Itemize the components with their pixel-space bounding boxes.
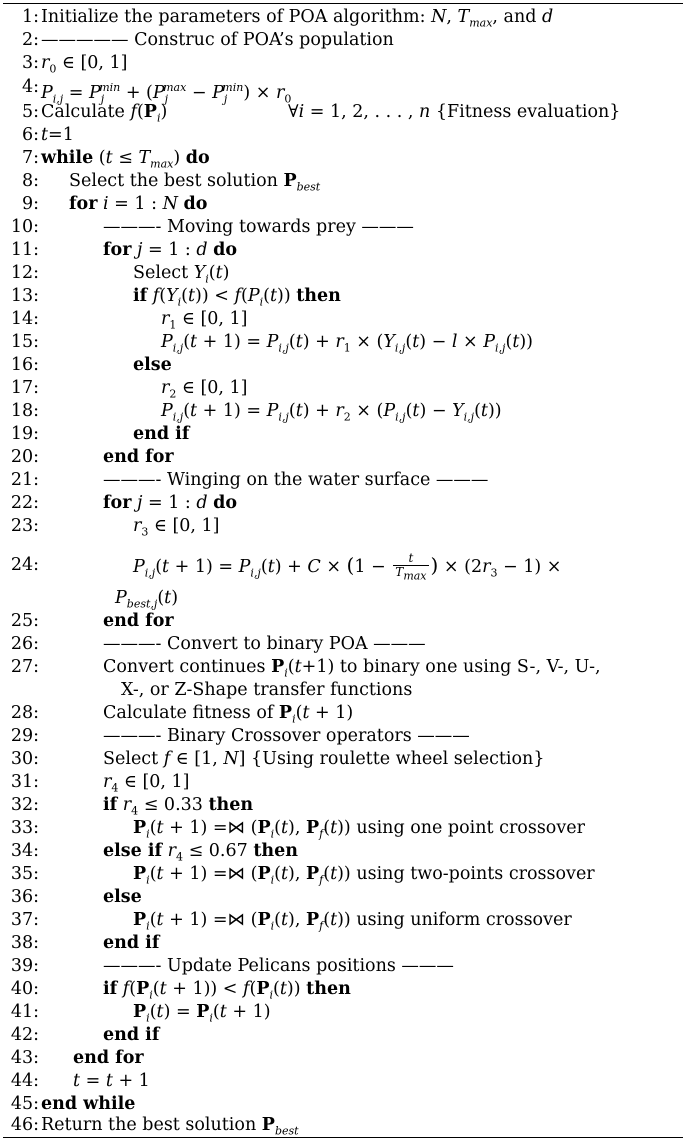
line-number: 46: xyxy=(10,1115,39,1135)
algorithm-line xyxy=(3,52,683,75)
line-code: end if xyxy=(103,933,160,953)
line-code: $r_2$ ∈ [0, 1] xyxy=(161,378,248,401)
line-code: for j = 1 : d do xyxy=(103,240,238,260)
algorithm-line xyxy=(3,817,683,840)
line-number: 14: xyxy=(10,309,39,329)
line-code: Return the best solution $P_{best}$ xyxy=(41,1115,299,1138)
line-code: Select $Y_i(t)$ xyxy=(133,263,230,286)
algorithm-line xyxy=(3,1001,683,1024)
line-number: 12: xyxy=(10,263,39,283)
line-code: else xyxy=(133,355,172,375)
line-number: 23: xyxy=(10,516,39,536)
line-number: 21: xyxy=(10,470,39,490)
algorithm-line xyxy=(3,170,683,193)
line-number: 24: xyxy=(10,555,39,575)
line-number: 34: xyxy=(10,841,39,861)
line-code-comment: ∀i = 1, 2, . . . , n {Fitness evaluation} xyxy=(288,102,621,122)
algorithm-line xyxy=(3,216,683,239)
algorithm-line xyxy=(3,308,683,331)
line-number: 27: xyxy=(10,657,39,677)
line-number: 16: xyxy=(10,355,39,375)
algorithm-line xyxy=(3,1024,683,1047)
line-number: 25: xyxy=(10,611,39,631)
algorithm-line xyxy=(3,978,683,1001)
line-number: 3: xyxy=(21,53,39,73)
algorithm-line xyxy=(3,1070,683,1093)
line-code: if $f(Y_i(t)) < f(P_i(t))$ then xyxy=(133,286,341,309)
algorithm-line xyxy=(3,354,683,377)
line-code: end while xyxy=(41,1094,136,1114)
line-number: 4: xyxy=(21,77,39,97)
algorithm-line xyxy=(3,725,683,748)
line-code: $P_i(t) = P_i(t + 1)$ xyxy=(133,1002,271,1025)
algorithm-line xyxy=(3,492,683,515)
algorithm-line xyxy=(3,633,683,656)
algorithm-line xyxy=(3,469,683,492)
line-number: 9: xyxy=(21,194,39,214)
line-number: 30: xyxy=(10,749,39,769)
line-code: Select f ∈ [1, N] {Using roulette wheel selection} xyxy=(103,749,545,769)
line-number: 17: xyxy=(10,378,39,398)
algorithm-line xyxy=(3,610,683,633)
line-code: t=1 xyxy=(41,125,74,145)
algorithm-line xyxy=(3,886,683,909)
algorithm-line xyxy=(3,794,683,817)
line-number: 5: xyxy=(21,102,39,122)
algorithm-line xyxy=(3,29,683,52)
line-code: $P_i(t + 1)$ =⋈ ($P_i(t)$, $P_f(t)$) using uniform crossover xyxy=(133,910,572,933)
line-code: $r_0$ ∈ [0, 1] xyxy=(41,53,128,76)
line-code: if $f(P_i(t + 1)) < f(P_i(t))$ then xyxy=(103,979,351,1002)
algorithm-line xyxy=(3,840,683,863)
line-code: t = t + 1 xyxy=(73,1071,150,1091)
line-number: 36: xyxy=(10,887,39,907)
line-number: 7: xyxy=(21,148,39,168)
line-code: X-, or Z-Shape transfer functions xyxy=(121,680,413,700)
line-number: 29: xyxy=(10,726,39,746)
line-code: $P_{i,j}(t + 1) = P_{i,j}(t) + r_2 \times (P_{i,j}(t) - Y_{i,j}(t))$ xyxy=(161,401,502,424)
line-code: end if xyxy=(133,424,190,444)
line-number: 44: xyxy=(10,1071,39,1091)
line-code: ————— Construc of POA’s population xyxy=(41,30,394,50)
line-number: 22: xyxy=(10,493,39,513)
line-number: 15: xyxy=(10,332,39,352)
line-code: $r_3$ ∈ [0, 1] xyxy=(133,516,220,539)
line-code: while $(t \le T_{max})$ do xyxy=(41,148,210,171)
line-number: 40: xyxy=(10,979,39,999)
line-code: if $r_4 \le 0.33$ then xyxy=(103,795,254,818)
line-number: 26: xyxy=(10,634,39,654)
algorithm-line xyxy=(3,702,683,725)
algorithm-line xyxy=(3,239,683,262)
algorithm-line xyxy=(3,1114,683,1137)
algorithm-line xyxy=(3,446,683,469)
line-code: Initialize the parameters of POA algorithm: N, $T_{max}$, and d xyxy=(41,7,554,30)
line-code: ———- Moving towards prey ——— xyxy=(103,217,414,237)
line-code: $r_4$ ∈ [0, 1] xyxy=(103,772,190,795)
algorithm-line xyxy=(3,377,683,400)
algorithm-line xyxy=(3,331,683,354)
line-code: $P_i(t + 1)$ =⋈ ($P_i(t)$, $P_f(t)$) using one point crossover xyxy=(133,818,585,841)
line-number: 35: xyxy=(10,864,39,884)
line-code: end if xyxy=(103,1025,160,1045)
line-number: 18: xyxy=(10,401,39,421)
line-code: end for xyxy=(103,447,174,467)
line-number: 43: xyxy=(10,1048,39,1068)
line-number: 32: xyxy=(10,795,39,815)
line-code: ———- Convert to binary POA ——— xyxy=(103,634,426,654)
algorithm-line xyxy=(3,932,683,955)
line-number: 11: xyxy=(10,240,39,260)
line-code: $P_{i,j}(t + 1) = P_{i,j}(t) + C \times (1$ − $\frac{t}{T_{max}}$ ) × $(2r_3 - 1)$ × xyxy=(133,551,562,583)
line-number: 38: xyxy=(10,933,39,953)
line-code: else if $r_4 \le 0.67$ then xyxy=(103,841,298,864)
line-number: 41: xyxy=(10,1002,39,1022)
line-code: $P_{best,j}(t)$ xyxy=(115,588,179,611)
line-code: Calculate $f(P_i)$ xyxy=(41,102,168,125)
line-number: 1: xyxy=(21,7,39,27)
line-number: 13: xyxy=(10,286,39,306)
line-number: 20: xyxy=(10,447,39,467)
line-number: 8: xyxy=(21,171,39,191)
line-number: 2: xyxy=(21,30,39,50)
algorithm-line xyxy=(3,285,683,308)
line-code: end for xyxy=(103,611,174,631)
algorithm-box xyxy=(3,3,683,1138)
line-number: 19: xyxy=(10,424,39,444)
line-number: 6: xyxy=(21,125,39,145)
line-number: 28: xyxy=(10,703,39,723)
line-number: 45: xyxy=(10,1094,39,1114)
line-number: 31: xyxy=(10,772,39,792)
algorithm-line xyxy=(3,400,683,423)
algorithm-line xyxy=(3,547,683,583)
algorithm-line xyxy=(3,656,683,679)
line-code: Convert continues $P_i(t+1)$ to binary one using S-, V-, U-, xyxy=(103,657,601,680)
line-code: for i = 1 : N do xyxy=(69,194,208,214)
algorithm-line xyxy=(3,748,683,771)
algorithm-line xyxy=(3,515,683,538)
algorithm-line xyxy=(3,6,683,29)
algorithm-line-continuation xyxy=(3,679,683,702)
line-code: $P_{i,j}(t + 1) = P_{i,j}(t) + r_1 \times (Y_{i,j}(t) - l \times P_{i,j}(t))$ xyxy=(161,332,534,355)
line-code: ———- Update Pelicans positions ——— xyxy=(103,956,454,976)
line-number: 33: xyxy=(10,818,39,838)
algorithm-line xyxy=(3,124,683,147)
algorithm-line xyxy=(3,423,683,446)
algorithm-line xyxy=(3,771,683,794)
algorithm-line xyxy=(3,101,683,124)
algorithm-line xyxy=(3,76,683,106)
algorithm-line xyxy=(3,863,683,886)
algorithm-line xyxy=(3,1093,683,1116)
line-code: $r_1$ ∈ [0, 1] xyxy=(161,309,248,332)
algorithm-line xyxy=(3,193,683,216)
line-code: Select the best solution $P_{best}$ xyxy=(69,171,321,194)
line-code: $P_i(t + 1)$ =⋈ ($P_i(t)$, $P_f(t)$) using two-points crossover xyxy=(133,864,595,887)
algorithm-line xyxy=(3,955,683,978)
line-number: 37: xyxy=(10,910,39,930)
algorithm-line xyxy=(3,1047,683,1070)
algorithm-line-continuation xyxy=(3,587,683,610)
line-code: ———- Binary Crossover operators ——— xyxy=(103,726,470,746)
line-code: ———- Winging on the water surface ——— xyxy=(103,470,489,490)
line-number: 10: xyxy=(10,217,39,237)
line-code: for j = 1 : d do xyxy=(103,493,238,513)
line-code: $P_{i,j} = P_j^{min} + (P_j^{max} - P_j^{min}) \times r_0$ xyxy=(41,81,292,106)
line-code: else xyxy=(103,887,142,907)
algorithm-line xyxy=(3,262,683,285)
algorithm-line xyxy=(3,147,683,170)
line-number: 39: xyxy=(10,956,39,976)
algorithm-line xyxy=(3,909,683,932)
line-number: 42: xyxy=(10,1025,39,1045)
line-code: end for xyxy=(73,1048,144,1068)
line-code: Calculate fitness of $P_i(t + 1)$ xyxy=(103,703,354,726)
